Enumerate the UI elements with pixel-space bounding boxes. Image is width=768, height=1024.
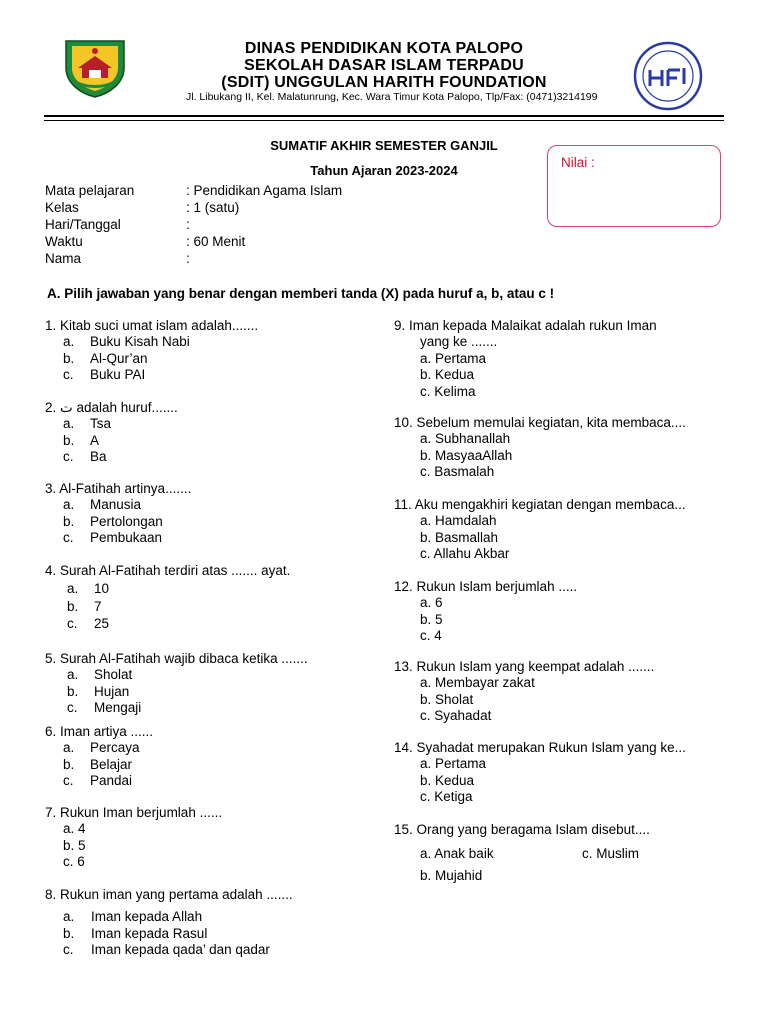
question-text: 3. Al-Fatihah artinya....... [45,481,192,496]
question-text-continued: yang ke ....... [420,334,498,350]
question-text: 12. Rukun Islam berjumlah ..... [394,579,578,594]
score-label: Nilai : [561,155,595,170]
city-emblem-logo [62,38,128,98]
info-nama-label: Nama [45,251,82,266]
question-text: 8. Rukun iman yang pertama adalah ....... [45,887,293,902]
header-divider-thick [44,115,724,117]
option-a: a. 4 [63,821,86,837]
option-c: c. 4 [420,628,442,644]
option-a: a. Subhanallah [420,431,511,447]
option-c: c. Mengaji [67,700,142,716]
option-a: a. Hamdalah [420,513,497,529]
foundation-logo [632,40,704,112]
option-b: b. Belajar [63,756,133,772]
score-box [547,145,721,227]
question-1 [45,318,258,384]
option-c: c. Allahu Akbar [420,546,510,562]
option-a: a. 6 [420,595,443,611]
exam-year: Tahun Ajaran 2023-2024 [310,163,458,178]
option-b: b. Kedua [420,772,475,788]
option-c: c. Ba [63,449,107,465]
header-address: Jl. Libukang II, Kel. Malatunrung, Kec. Wara Timur Kota Palopo, Tlp/Fax: (0471)3214199 [186,91,598,103]
option-c: c. Syahadat [420,708,492,724]
exam-title: SUMATIF AKHIR SEMESTER GANJIL [270,138,498,153]
question-text: 4. Surah Al-Fatihah terdiri atas ....... ayat. [45,563,291,578]
question-3 [45,481,191,547]
question-4 [45,563,290,633]
question-9 [394,318,657,400]
info-nama-value: : [186,251,190,266]
option-c: c. Kelima [420,383,476,399]
option-c: c. Pandai [63,773,133,789]
info-hari-tanggal-label: Hari/Tanggal [45,217,121,232]
header-divider-thin [44,120,724,121]
question-6 [45,724,153,790]
option-c: c. 25 [67,616,110,632]
option-b: b. MasyaaAllah [420,447,513,463]
question-text: 7. Rukun Iman berjumlah ...... [45,805,223,820]
question-text: 10. Sebelum memulai kegiatan, kita membaca.... [394,415,686,430]
question-text: 9. Iman kepada Malaikat adalah rukun Iman [394,318,657,333]
question-text: 5. Surah Al-Fatihah wajib dibaca ketika ....... [45,651,308,666]
option-b: b. Basmallah [420,529,499,545]
info-waktu-value: : 60 Menit [186,234,246,249]
option-b: b. 5 [420,611,443,627]
option-a: a. Pertama [420,756,487,772]
question-text: 6. Iman artiya ...... [45,724,154,739]
question-14 [394,740,686,806]
option-c: c. 6 [63,854,85,870]
question-12 [394,579,577,645]
info-kelas-label: Kelas [45,200,79,215]
info-hari-tanggal-value: : [186,217,190,232]
option-c: c. Ketiga [420,789,473,805]
question-2 [45,400,178,466]
option-a: a. 10 [67,581,110,597]
question-text: 14. Syahadat merupakan Rukun Islam yang ke... [394,740,686,755]
question-text: 11. Aku mengakhiri kegiatan dengan membaca... [394,497,686,512]
option-b: b. Sholat [420,691,474,707]
option-b: b. Mujahid [420,868,483,883]
header-agency: DINAS PENDIDIKAN KOTA PALOPO [244,40,524,57]
option-c: c. Iman kepada qada’ dan qadar [63,942,270,958]
question-text: 13. Rukun Islam yang keempat adalah ....... [394,659,655,674]
option-a: a. Iman kepada Allah [63,909,203,925]
option-a: a. Sholat [67,667,133,683]
option-b: b. Al-Qur’an [63,350,148,366]
question-8 [45,887,293,959]
question-13 [394,659,654,725]
option-b: b. 5 [63,837,86,853]
option-c: c. Basmalah [420,464,495,480]
option-a: a. Percaya [63,740,140,756]
question-text: 15. Orang yang beragama Islam disebut.... [394,822,650,837]
info-mata-pelajaran-label: Mata pelajaran [45,183,135,198]
info-mata-pelajaran-value: : Pendidikan Agama Islam [186,183,343,198]
question-10 [394,415,686,481]
option-a: a. Buku Kisah Nabi [63,334,190,350]
info-waktu-label: Waktu [45,234,83,249]
option-b: b. A [63,432,100,448]
section-instruction: A. Pilih jawaban yang benar dengan memberi tanda (X) pada huruf a, b, atau c ! [47,286,555,301]
option-c: c. Buku PAI [63,367,146,383]
question-11 [394,497,686,563]
option-a: a. Manusia [63,497,142,513]
info-kelas-value: : 1 (satu) [186,200,240,215]
question-7 [45,805,222,871]
header-school-name: (SDIT) UNGGULAN HARITH FOUNDATION [221,74,547,91]
option-b: b. 7 [67,598,102,614]
option-b: b. Iman kepada Rasul [63,925,208,941]
option-c: c. Pembukaan [63,530,163,546]
option-b: b. Pertolongan [63,513,163,529]
header-school: SEKOLAH DASAR ISLAM TERPADU [244,57,524,74]
option-a: a. Anak baik [420,846,494,861]
option-c: c. Muslim [582,846,640,861]
option-b: b. Kedua [420,367,475,383]
question-text: 2. ت adalah huruf....... [45,400,178,415]
question-text: 1. Kitab suci umat islam adalah....... [45,318,259,333]
option-b: b. Hujan [67,683,130,699]
option-a: a. Pertama [420,350,487,366]
option-a: a. Membayar zakat [420,675,535,691]
question-15 [394,822,724,892]
option-a: a. Tsa [63,416,112,432]
question-5 [45,651,308,717]
